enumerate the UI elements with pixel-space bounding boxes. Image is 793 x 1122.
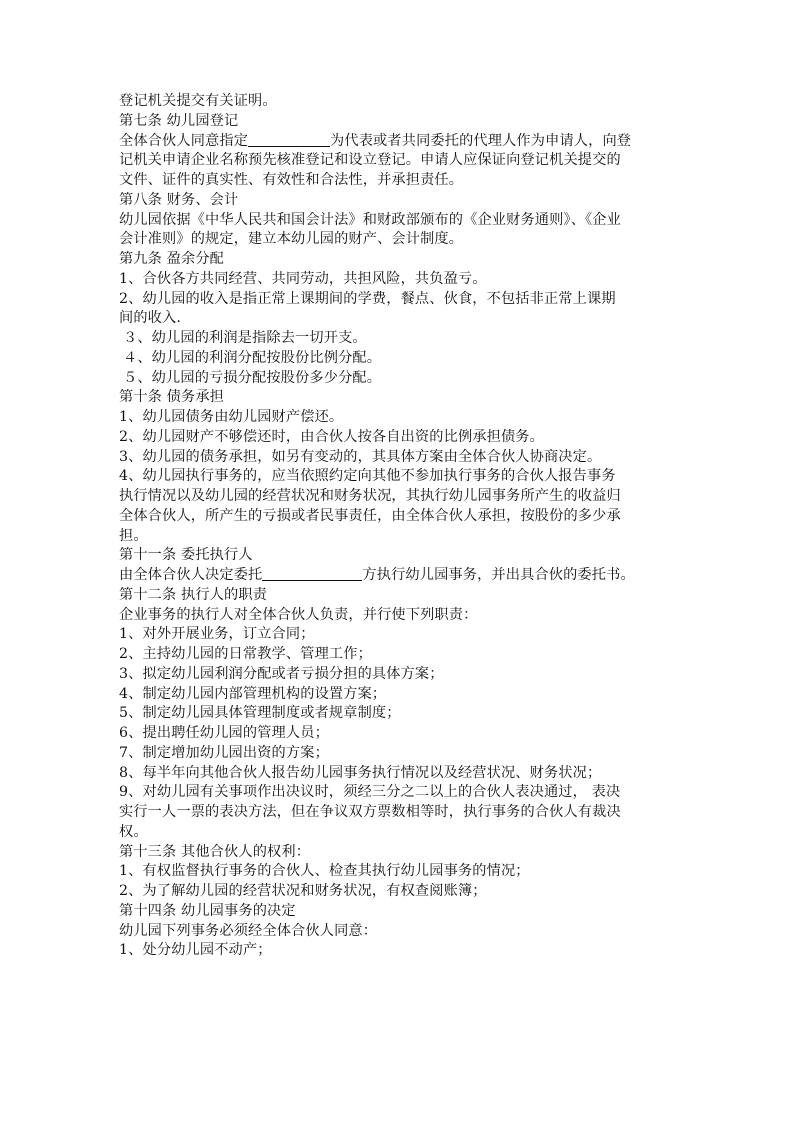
text-line: 企业事务的执行人对全体合伙人负责，并行使下列职责： — [119, 606, 478, 623]
text-segment: 为代表或者共同委托的代理人作为申请人，向登 — [330, 132, 632, 149]
list-item-continuation: 间的收入. — [119, 310, 182, 327]
list-item: 3、拟定幼儿园利润分配或者亏损分担的具体方案； — [119, 665, 444, 682]
article-7-heading: 第七条 幼儿园登记 — [119, 112, 239, 129]
list-item-continuation: 实行一人一票的表决方法，但在争议双方票数相等时，执行事务的合伙人有裁决 — [119, 804, 621, 820]
list-item: 2、幼儿园财产不够偿还时，由合伙人按各自出资的比例承担债务。 — [119, 428, 544, 445]
text-line: 幼儿园依据《中华人民共和国会计法》和财政部颁布的《企业财务通则》、《企业 — [119, 211, 621, 228]
list-item-continuation: 执行情况以及幼儿园的经营状况和财务状况，其执行幼儿园事务所产生的收益归 — [119, 488, 621, 504]
list-item-continuation: 担。 — [119, 527, 148, 544]
list-item: 2、为了解幼儿园的经营状况和财务状况，有权查阅账簿； — [119, 883, 487, 899]
list-item: 1、对外开展业务，订立合同； — [119, 626, 315, 643]
text-line: 幼儿园下列事务必须经全体合伙人同意： — [119, 922, 378, 939]
text-line: 会计准则》的规定，建立本幼儿园的财产、会计制度。 — [119, 231, 464, 248]
list-item: 2、主持幼儿园的日常教学、管理工作； — [119, 646, 372, 662]
article-12-heading: 第十二条 执行人的职责 — [119, 586, 268, 603]
list-item: 8、每半年向其他合伙人报告幼儿园事务执行情况以及经营状况、财务状况； — [119, 764, 602, 781]
text-segment: 方执行幼儿园事务，并出具合伙的委托书。 — [362, 567, 635, 583]
list-item: 1、有权监督执行事务的合伙人、检查其执行幼儿园事务的情况； — [119, 863, 530, 880]
list-item-continuation: 全体合伙人，所产生的亏损或者民事责任，由全体合伙人承担，按股份的多少承 — [119, 507, 621, 524]
list-item: 3、幼儿园的债务承担，如另有变动的，其具体方案由全体合伙人协商决定。 — [119, 448, 602, 465]
list-item: 6、提出聘任幼儿园的管理人员； — [119, 725, 329, 741]
article-10-heading: 第十条 债务承担 — [119, 389, 225, 406]
text-line: 登记机关提交有关证明。 — [119, 93, 277, 109]
list-item: ３、幼儿园的利润是指除去一切开支。 — [123, 330, 367, 346]
article-7-line-1 — [119, 132, 679, 152]
text-line: 记机关申请企业名称预先核准登记和设立登记。申请人应保证向登记机关提交的 — [119, 152, 621, 169]
article-8-heading: 第八条 财务、会计 — [119, 191, 239, 208]
article-9-heading: 第九条 盈余分配 — [119, 251, 225, 267]
list-item: 1、处分幼儿园不动产； — [119, 942, 272, 959]
article-14-heading: 第十四条 幼儿园事务的决定 — [119, 902, 296, 919]
article-11-line-1 — [119, 566, 679, 586]
list-item-continuation: 权。 — [119, 823, 148, 840]
list-item: 1、合伙各方共同经营、共同劳动，共担风险，共负盈亏。 — [119, 270, 487, 287]
list-item: 9、对幼儿园有关事项作出决议时，须经三分之二以上的合伙人表决通过， 表决 — [119, 784, 621, 801]
fill-in-blank-line — [262, 566, 362, 581]
list-item: 4、制定幼儿园内部管理机构的设置方案； — [119, 685, 387, 702]
article-13-heading: 第十三条 其他合伙人的权利： — [119, 843, 311, 860]
text-line: 文件、证件的真实性、有效性和合法性，并承担责任。 — [119, 172, 464, 188]
fill-in-blank-line — [248, 132, 330, 147]
list-item: 2、幼儿园的收入是指正常上课期间的学费，餐点、伙食，不包括非正常上课期 — [119, 290, 616, 307]
article-11-heading: 第十一条 委托执行人 — [119, 547, 253, 564]
list-item: ５、幼儿园的亏损分配按股份多少分配。 — [123, 369, 382, 386]
list-item: 7、制定增加幼儿园出资的方案； — [119, 744, 329, 761]
list-item: 1、幼儿园债务由幼儿园财产偿还。 — [119, 409, 344, 425]
text-segment: 由全体合伙人决定委托 — [119, 567, 263, 583]
text-segment: 全体合伙人同意指定 — [119, 132, 249, 149]
document-body — [119, 92, 679, 961]
list-item: 4、幼儿园执行事务的，应当依照约定向其他不参加执行事务的合伙人报告事务 — [119, 468, 616, 485]
list-item: 5、制定幼儿园具体管理制度或者规章制度； — [119, 705, 401, 722]
list-item: ４、幼儿园的利润分配按股份比例分配。 — [123, 349, 382, 366]
